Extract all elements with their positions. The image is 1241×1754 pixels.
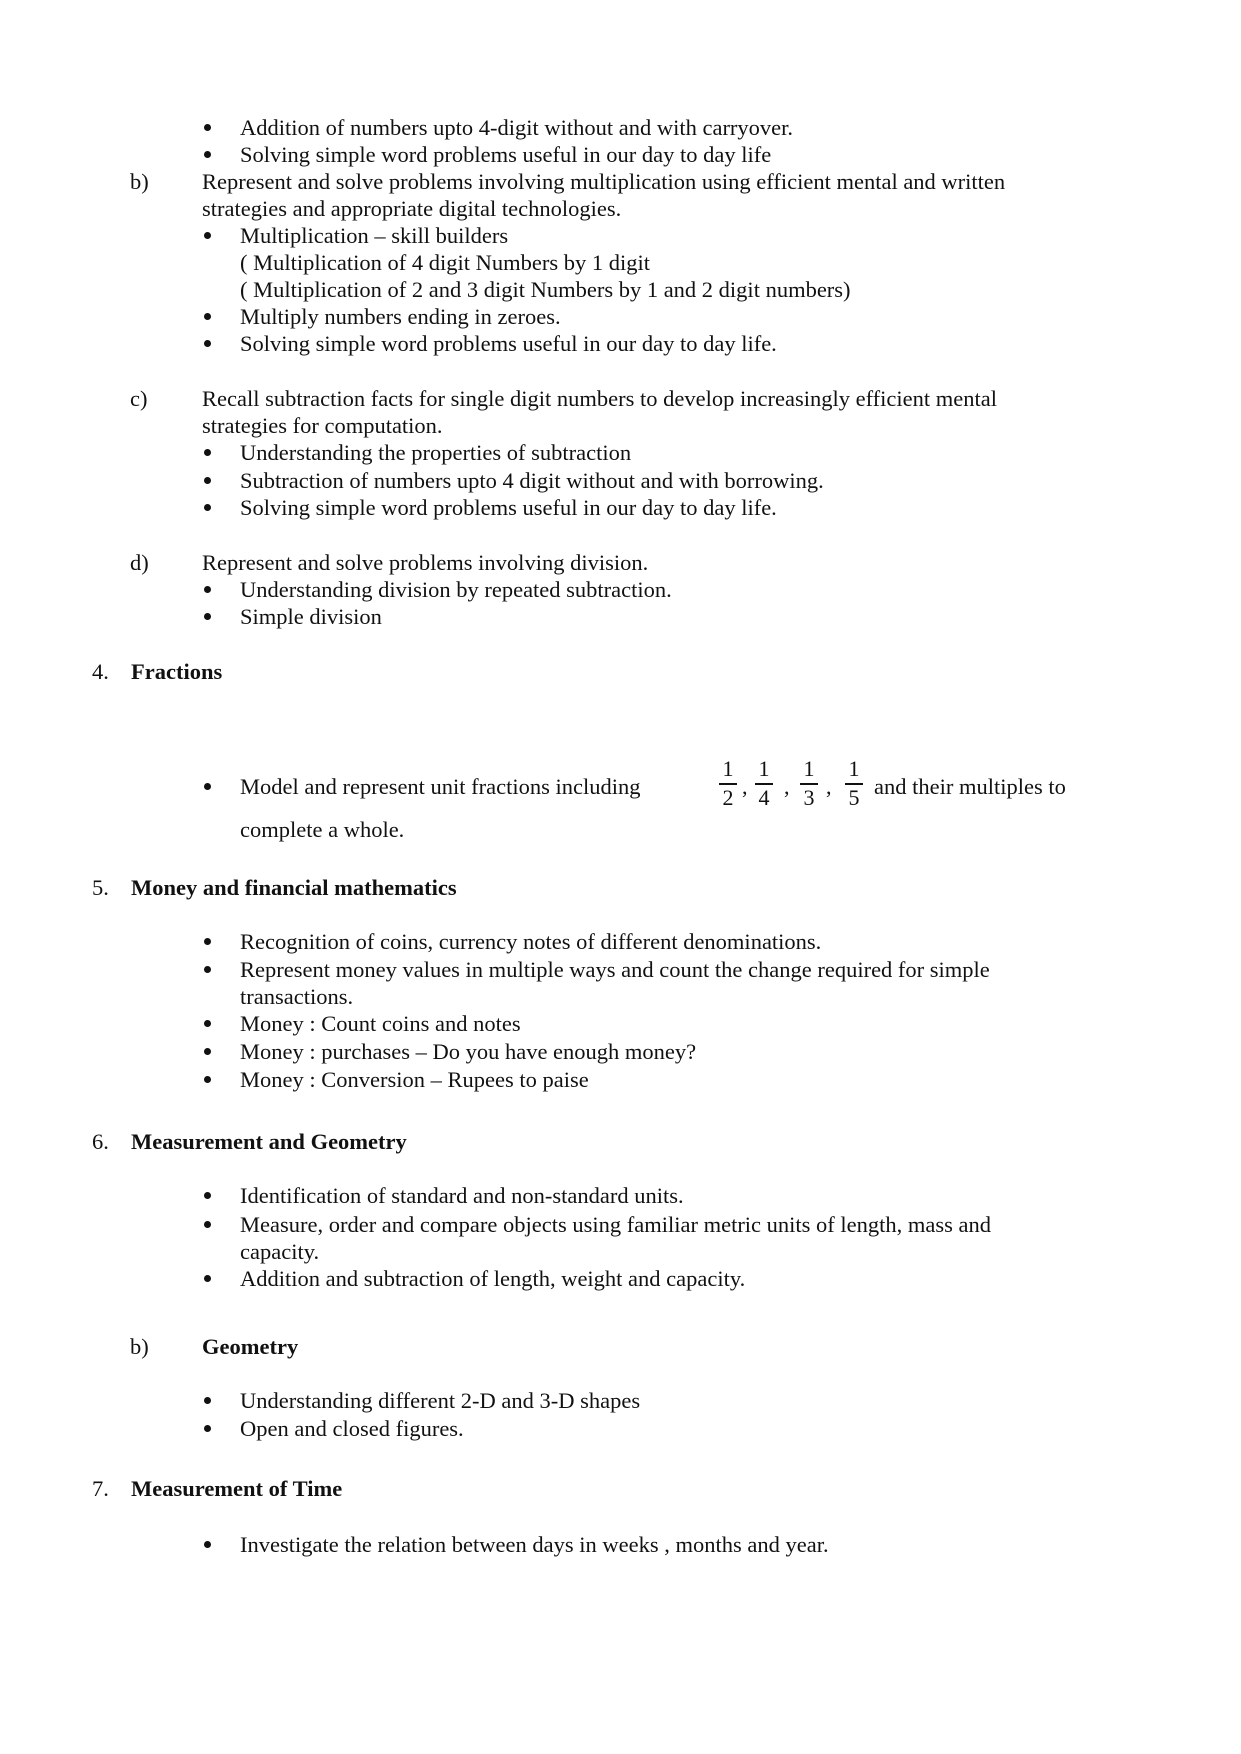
paragraph-line: strategies for computation. [202,413,443,438]
bullet-item: Money : purchases – Do you have enough money? [240,1039,697,1064]
paragraph-line: strategies and appropriate digital technologies. [202,196,622,221]
subsection-label: d) [130,550,149,575]
subsection-label: b) [130,169,149,194]
bullet-item: Addition and subtraction of length, weight and capacity. [240,1266,746,1291]
fraction-item-continuation: complete a whole. [240,817,405,842]
bullet-marker [204,586,211,593]
fraction-half: 1 2 [716,758,740,809]
bullet-marker [204,1192,211,1199]
bullet-item: Simple division [240,604,382,629]
section-heading: Measurement of Time [131,1476,343,1501]
section-number: 7. [92,1476,109,1501]
bullet-item: Recognition of coins, currency notes of different denominations. [240,929,822,954]
bullet-item: Multiplication – skill builders [240,223,509,248]
section-number: 4. [92,659,109,684]
fraction-separator: , [826,774,832,799]
bullet-item: Multiply numbers ending in zeroes. [240,304,561,329]
bullet-marker [204,313,211,320]
bullet-marker [204,151,211,158]
bullet-item: Solving simple word problems useful in our day to day life [240,142,772,167]
fraction-third: 1 3 [797,758,821,809]
bullet-item: Investigate the relation between days in weeks , months and year. [240,1532,829,1557]
bullet-continuation: capacity. [240,1239,320,1264]
bullet-marker [204,1048,211,1055]
bullet-item: Open and closed figures. [240,1416,464,1441]
bullet-marker [204,1541,211,1548]
bullet-marker [204,504,211,511]
bullet-marker [204,1397,211,1404]
paragraph-line: Recall subtraction facts for single digit numbers to develop increasingly efficient mental [202,386,997,411]
paragraph-line: Represent and solve problems involving division. [202,550,649,575]
bullet-item: Identification of standard and non-standard units. [240,1183,684,1208]
subsection-heading: Geometry [202,1334,299,1359]
fraction-item-text: and their multiples to [874,774,1066,799]
bullet-subline: ( Multiplication of 4 digit Numbers by 1 digit [240,250,650,275]
bullet-item: Money : Count coins and notes [240,1011,521,1036]
bullet-marker [204,783,211,790]
bullet-item: Subtraction of numbers upto 4 digit without and with borrowing. [240,468,824,493]
section-heading: Money and financial mathematics [131,875,457,900]
bullet-marker [204,449,211,456]
bullet-subline: ( Multiplication of 2 and 3 digit Numbers by 1 and 2 digit numbers) [240,277,851,302]
section-heading: Fractions [131,659,223,684]
bullet-marker [204,477,211,484]
bullet-marker [204,613,211,620]
bullet-item: Measure, order and compare objects using familiar metric units of length, mass and [240,1212,992,1237]
bullet-marker [204,1425,211,1432]
fraction-item-text: Model and represent unit fractions including [240,774,641,799]
bullet-marker [204,966,211,973]
bullet-marker [204,938,211,945]
section-heading: Measurement and Geometry [131,1129,407,1154]
bullet-marker [204,1020,211,1027]
subsection-label: b) [130,1334,149,1359]
bullet-item: Solving simple word problems useful in our day to day life. [240,495,777,520]
bullet-marker [204,340,211,347]
bullet-marker [204,232,211,239]
bullet-item: Understanding division by repeated subtraction. [240,577,672,602]
bullet-item: Money : Conversion – Rupees to paise [240,1067,589,1092]
fraction-separator: , [742,774,748,799]
bullet-marker [204,1221,211,1228]
bullet-item: Addition of numbers upto 4-digit without and with carryover. [240,115,794,140]
bullet-continuation: transactions. [240,984,354,1009]
bullet-marker [204,124,211,131]
section-number: 6. [92,1129,109,1154]
bullet-item: Solving simple word problems useful in our day to day life. [240,331,777,356]
fraction-separator: , [784,774,790,799]
section-number: 5. [92,875,109,900]
subsection-label: c) [130,386,148,411]
fraction-quarter: 1 4 [752,758,776,809]
bullet-marker [204,1076,211,1083]
bullet-item: Understanding different 2-D and 3-D shapes [240,1388,641,1413]
bullet-item: Represent money values in multiple ways and count the change required for simple [240,957,990,982]
bullet-item: Understanding the properties of subtraction [240,440,632,465]
bullet-marker [204,1275,211,1282]
fraction-fifth: 1 5 [842,758,866,809]
paragraph-line: Represent and solve problems involving multiplication using efficient mental and written [202,169,1006,194]
